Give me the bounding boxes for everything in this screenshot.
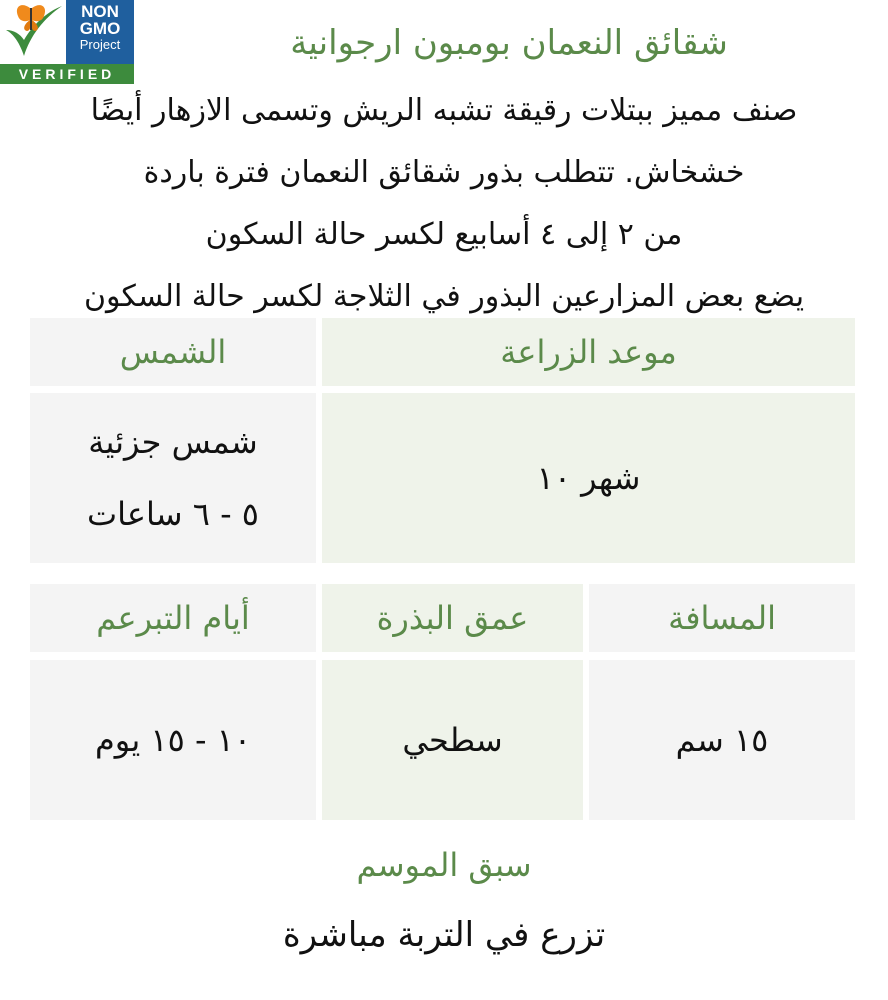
badge-line2: GMO [79, 19, 121, 38]
description-line: صنف مميز ببتلات رقيقة تشبه الريش وتسمى الازهار أيضًا [90, 93, 798, 128]
germination-cell [30, 660, 316, 820]
germination-value: ١٠ - ١٥ يوم [94, 721, 252, 759]
sun-value [87, 406, 259, 550]
description [30, 80, 858, 328]
spacing-header [589, 584, 855, 652]
planting-time-header [322, 318, 855, 386]
sun-header [30, 318, 316, 386]
non-gmo-badge [0, 0, 134, 84]
badge-line1: NON [81, 2, 119, 21]
germination-label: أيام التبرعم [96, 599, 250, 637]
seed-depth-value: سطحي [402, 721, 503, 759]
leaf-check-icon [0, 0, 66, 64]
sun-cell [30, 393, 316, 563]
sun-value-line1: شمس جزئية [88, 423, 258, 461]
spacing-value: ١٥ سم [675, 721, 769, 759]
season-label: سبق الموسم [356, 846, 532, 884]
spacing-cell [589, 660, 855, 820]
description-line: خشخاش. تتطلب بذور شقائق النعمان فترة باردة [143, 155, 745, 190]
badge-top [0, 0, 134, 64]
sun-value-line2: ٥ - ٦ ساعات [87, 495, 259, 533]
spacing-label: المسافة [668, 599, 776, 637]
seed-depth-label: عمق البذرة [376, 599, 529, 637]
sun-label: الشمس [119, 333, 227, 371]
description-line: من ٢ إلى ٤ أسابيع لكسر حالة السكون [205, 217, 683, 252]
seed-depth-cell [322, 660, 583, 820]
seed-depth-header [322, 584, 583, 652]
page-title: شقائق النعمان بومبون ارجوانية [290, 23, 728, 63]
season-value: تزرع في التربة مباشرة [282, 915, 606, 955]
description-line: يضع بعض المزارعين البذور في الثلاجة لكسر حالة السكون [83, 279, 805, 314]
planting-time-value: شهر ١٠ [536, 459, 641, 497]
badge-line3: Project [79, 37, 121, 52]
planting-time-label: موعد الزراعة [500, 333, 677, 371]
badge-text-block [66, 0, 134, 64]
badge-verified: VERIFIED [0, 64, 134, 84]
planting-time-cell [322, 393, 855, 563]
germination-header [30, 584, 316, 652]
